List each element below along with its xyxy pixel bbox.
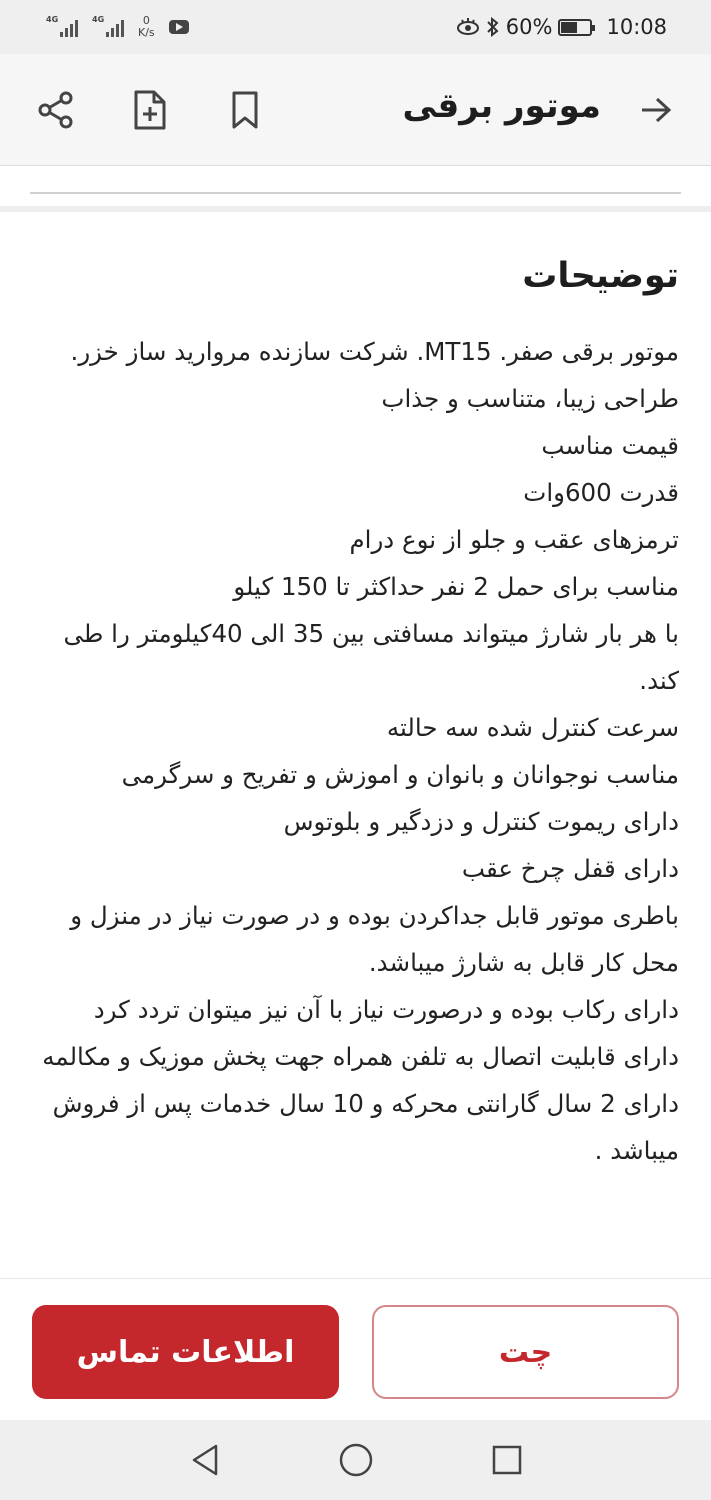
description-line: دارای 2 سال گارانتی محرکه و 10 سال خدمات پس از فروش میباشد . bbox=[52, 1089, 679, 1165]
chat-button[interactable]: چت bbox=[372, 1305, 679, 1399]
eye-comfort-icon bbox=[456, 18, 480, 36]
signal-label: 4G bbox=[46, 15, 59, 24]
app-bar bbox=[0, 54, 711, 166]
system-nav-bar bbox=[0, 1420, 711, 1500]
description-line: دارای قفل چرخ عقب bbox=[461, 854, 679, 883]
battery-icon bbox=[558, 19, 592, 36]
description-line: قیمت مناسب bbox=[541, 431, 679, 460]
recents-square-icon[interactable] bbox=[491, 1444, 523, 1476]
description-line: قدرت 600وات bbox=[523, 478, 679, 507]
bookmark-icon bbox=[229, 90, 261, 130]
share-icon bbox=[36, 90, 76, 130]
add-note-button[interactable] bbox=[124, 84, 176, 136]
back-arrow-icon bbox=[639, 95, 673, 125]
description-section bbox=[0, 212, 711, 1278]
status-bar bbox=[0, 0, 711, 54]
page-title: موتور برقی bbox=[402, 86, 601, 126]
description-line: طراحی زیبا، متناسب و جذاب bbox=[381, 384, 679, 413]
battery-fill bbox=[561, 22, 577, 33]
description-line: سرعت کنترل شده سه حالته bbox=[386, 713, 679, 742]
description-text bbox=[32, 328, 679, 1174]
share-button[interactable] bbox=[30, 84, 82, 136]
signal-label-2: 4G bbox=[92, 15, 105, 24]
description-line: دارای ریموت کنترل و دزدگیر و بلوتوس bbox=[283, 807, 679, 836]
bluetooth-icon bbox=[486, 17, 500, 37]
action-bar bbox=[0, 1278, 711, 1420]
divider-strip bbox=[0, 166, 711, 212]
back-triangle-icon[interactable] bbox=[188, 1442, 222, 1478]
network-speed bbox=[138, 15, 155, 39]
contact-info-button[interactable]: اطلاعات تماس bbox=[32, 1305, 339, 1399]
description-line: موتور برقی صفر. MT15. شرکت سازنده مروارید ساز خزر. bbox=[70, 337, 679, 366]
network-speed-value: 0 bbox=[142, 14, 150, 27]
description-line: ترمزهای عقب و جلو از نوع درام bbox=[349, 525, 679, 554]
network-speed-unit: K/s bbox=[138, 26, 155, 39]
home-circle-icon[interactable] bbox=[338, 1442, 374, 1478]
description-line: مناسب برای حمل 2 نفر حداکثر تا 150 کیلو bbox=[233, 572, 679, 601]
description-line: دارای رکاب بوده و درصورت نیاز با آن نیز میتوان تردد کرد bbox=[93, 995, 679, 1024]
description-line: با هر بار شارژ میتواند مسافتی بین 35 الی 40کیلومتر را طی کند. bbox=[63, 619, 679, 695]
description-line: مناسب نوجوانان و بانوان و اموزش و تفریح و سرگرمی bbox=[121, 760, 679, 789]
bookmark-button[interactable] bbox=[219, 84, 271, 136]
section-title: توضیحات bbox=[522, 256, 679, 296]
add-note-icon bbox=[132, 89, 168, 131]
signal-icon-2 bbox=[92, 17, 124, 37]
status-left bbox=[46, 15, 189, 39]
signal-icon bbox=[46, 17, 78, 37]
divider-line bbox=[30, 192, 681, 194]
youtube-icon bbox=[169, 20, 189, 34]
clock: 10:08 bbox=[606, 15, 667, 39]
battery-percent: 60% bbox=[505, 15, 553, 39]
status-right bbox=[456, 15, 667, 39]
back-button[interactable] bbox=[630, 84, 682, 136]
description-line: دارای قابلیت اتصال به تلفن همراه جهت پخش موزیک و مکالمه bbox=[42, 1042, 679, 1071]
description-line: باطری موتور قابل جداکردن بوده و در صورت نیاز در منزل و محل کار قابل به شارژ میباشد. bbox=[70, 901, 679, 977]
